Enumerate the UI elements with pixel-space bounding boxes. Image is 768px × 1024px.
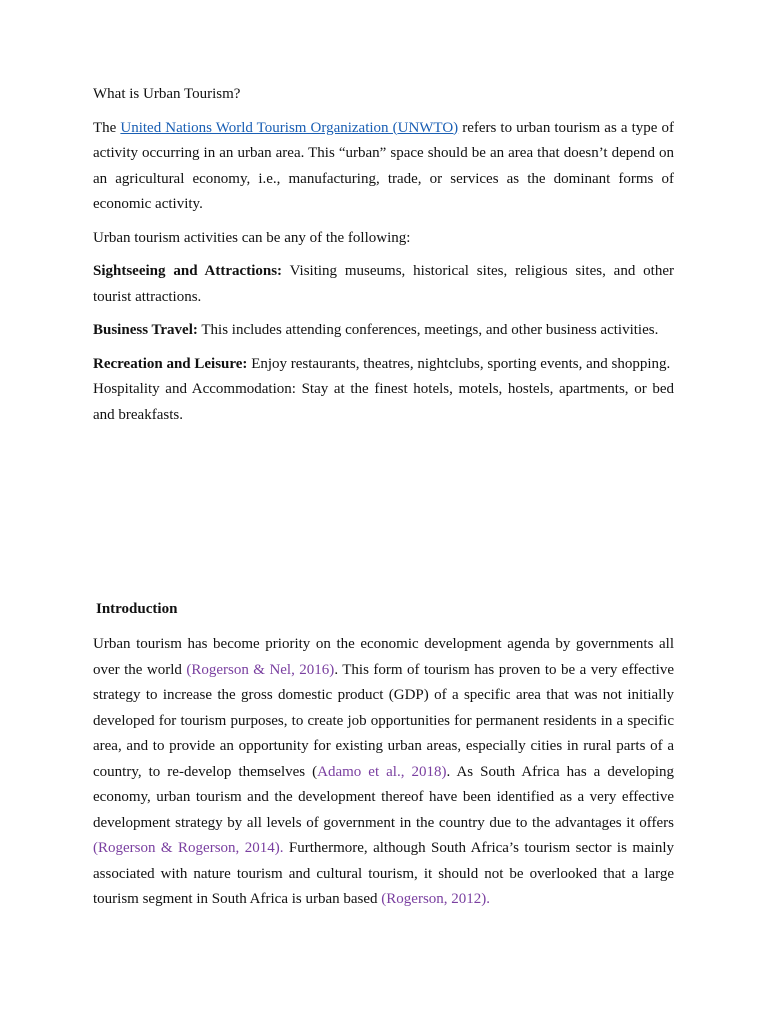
unwto-prefix: The	[93, 119, 121, 136]
item-label: Sightseeing and Attractions:	[93, 263, 283, 279]
unwto-link[interactable]: United Nations World Tourism Organization (UNWTO)	[120, 119, 459, 136]
document-page	[93, 82, 674, 428]
list-item-recreation	[93, 352, 674, 378]
section-title: What is Urban Tourism?	[93, 86, 241, 102]
intro-text-4: Furthermore, although South Africa’s tourism sector is mainly associated with nature tourism and cultural tourism, it should not be overlooked that a large tourism segment in South Africa is urban based	[93, 840, 674, 907]
list-item-business	[93, 318, 674, 344]
item-label: Recreation and Leisure:	[93, 355, 248, 372]
introduction-paragraph	[93, 632, 674, 913]
citation-adamo: Adamo et al., 2018)	[317, 763, 447, 780]
citation-rogerson-2012: (Rogerson, 2012).	[381, 891, 491, 907]
introduction-heading: Introduction	[96, 601, 178, 617]
item-label: Business Travel:	[93, 322, 198, 338]
list-item-sightseeing	[93, 259, 674, 310]
unwto-suffix: refers to urban tourism as a type of activity occurring in an urban area. This “urban” space should be an area that doesn’t depend on an agricultural economy, i.e., manufacturing, trade, or services as the dominant forms of economic activity.	[93, 119, 674, 212]
list-item-hospitality: Hospitality and Accommodation: Stay at the finest hotels, motels, hostels, apartments, or bed and breakfasts.	[93, 381, 674, 423]
unwto-paragraph	[93, 116, 674, 218]
intro-text-3: . As South Africa has a developing economy, urban tourism and the development thereof have been identified as a very effective development strategy by all levels of government in the country due to the advantages it offers	[93, 763, 674, 831]
introduction-body	[93, 632, 674, 913]
item-text: Visiting museums, historical sites, religious sites, and other tourist attractions.	[93, 263, 674, 305]
item-text: Enjoy restaurants, theatres, nightclubs, sporting events, and shopping.	[247, 355, 671, 372]
item-text: This includes attending conferences, meetings, and other business activities.	[197, 322, 659, 338]
intro-text-2: . This form of tourism has proven to be a very effective strategy to increase the gross domestic product (GDP) of a specific area that was not initially developed for tourism purposes, to create job opportunities for permanent residents in a specific area, and to provide an opportunity for existing urban areas, especially cities in rural parts of a country, to re-develop themselves (	[93, 661, 674, 780]
citation-rogerson-rogerson: (Rogerson & Rogerson, 2014).	[93, 840, 284, 856]
intro-text-1: Urban tourism has become priority on the economic development agenda by governments all over the world	[93, 636, 674, 678]
citation-rogerson-nel: (Rogerson & Nel, 2016)	[186, 661, 335, 678]
list-intro: Urban tourism activities can be any of the following:	[93, 229, 411, 246]
